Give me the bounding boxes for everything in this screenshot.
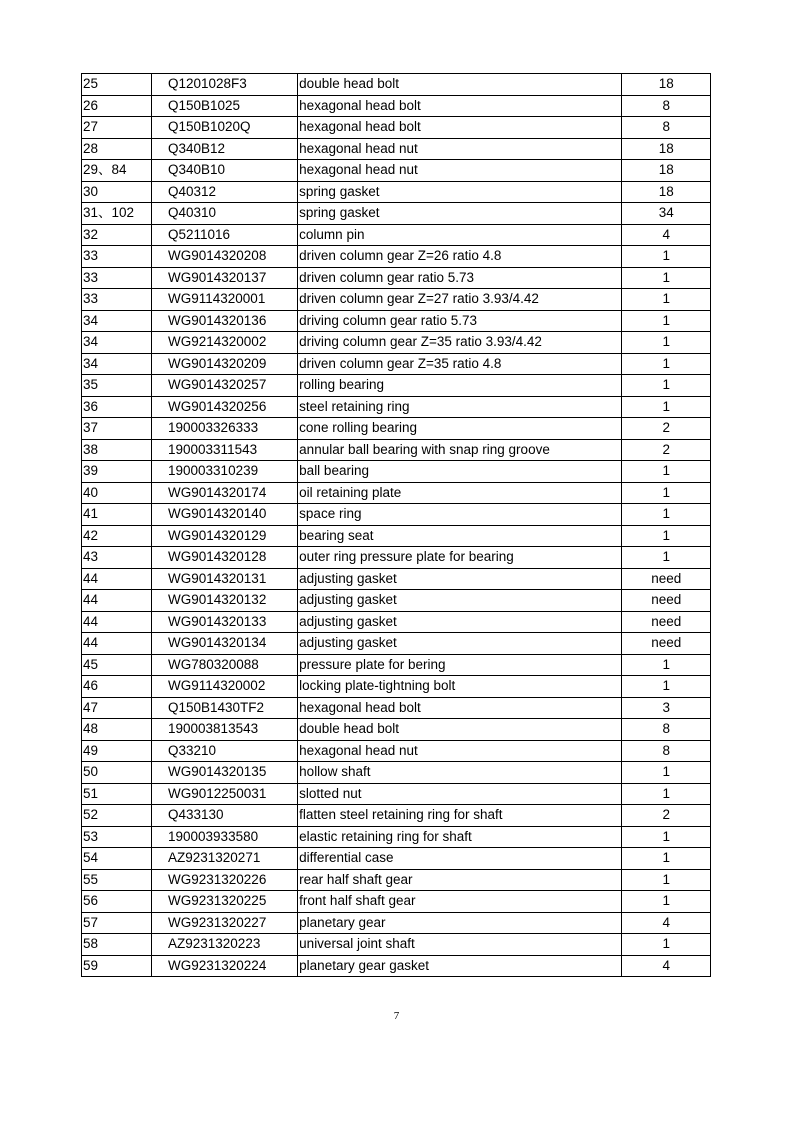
- quantity-cell: 8: [622, 95, 711, 117]
- table-row: [82, 224, 711, 246]
- item-number-cell: 34: [82, 332, 152, 354]
- item-number-cell: 32: [82, 224, 152, 246]
- quantity-cell: 4: [622, 955, 711, 977]
- part-name-cell: differential case: [298, 848, 622, 870]
- table-row: [82, 805, 711, 827]
- item-number-cell: 28: [82, 138, 152, 160]
- table-row: [82, 676, 711, 698]
- quantity-cell: 1: [622, 869, 711, 891]
- table-row: [82, 504, 711, 526]
- part-code-cell: Q340B12: [152, 138, 298, 160]
- part-code-cell: WG780320088: [152, 654, 298, 676]
- part-name-cell: front half shaft gear: [298, 891, 622, 913]
- quantity-cell: 18: [622, 138, 711, 160]
- item-number-cell: 50: [82, 762, 152, 784]
- part-name-cell: adjusting gasket: [298, 633, 622, 655]
- part-name-cell: hollow shaft: [298, 762, 622, 784]
- part-code-cell: Q150B1430TF2: [152, 697, 298, 719]
- quantity-cell: 1: [622, 826, 711, 848]
- table-row: [82, 912, 711, 934]
- table-row: [82, 783, 711, 805]
- table-row: [82, 203, 711, 225]
- part-code-cell: Q150B1020Q: [152, 117, 298, 139]
- quantity-cell: 1: [622, 762, 711, 784]
- quantity-cell: 4: [622, 912, 711, 934]
- quantity-cell: 4: [622, 224, 711, 246]
- table-row: [82, 310, 711, 332]
- part-code-cell: WG9014320137: [152, 267, 298, 289]
- item-number-cell: 42: [82, 525, 152, 547]
- part-code-cell: WG9014320128: [152, 547, 298, 569]
- part-name-cell: bearing seat: [298, 525, 622, 547]
- part-code-cell: Q5211016: [152, 224, 298, 246]
- part-code-cell: WG9014320209: [152, 353, 298, 375]
- part-name-cell: hexagonal head bolt: [298, 117, 622, 139]
- part-name-cell: flatten steel retaining ring for shaft: [298, 805, 622, 827]
- item-number-cell: 30: [82, 181, 152, 203]
- part-code-cell: WG9214320002: [152, 332, 298, 354]
- quantity-cell: 18: [622, 160, 711, 182]
- part-code-cell: AZ9231320223: [152, 934, 298, 956]
- quantity-cell: need: [622, 590, 711, 612]
- table-row: [82, 332, 711, 354]
- quantity-cell: 1: [622, 246, 711, 268]
- part-code-cell: WG9231320225: [152, 891, 298, 913]
- part-name-cell: hexagonal head nut: [298, 138, 622, 160]
- table-row: [82, 418, 711, 440]
- item-number-cell: 37: [82, 418, 152, 440]
- item-number-cell: 41: [82, 504, 152, 526]
- table-row: [82, 633, 711, 655]
- part-name-cell: double head bolt: [298, 74, 622, 96]
- item-number-cell: 56: [82, 891, 152, 913]
- part-code-cell: Q40312: [152, 181, 298, 203]
- item-number-cell: 27: [82, 117, 152, 139]
- quantity-cell: 1: [622, 654, 711, 676]
- table-row: [82, 289, 711, 311]
- quantity-cell: 18: [622, 181, 711, 203]
- part-code-cell: Q33210: [152, 740, 298, 762]
- quantity-cell: 1: [622, 461, 711, 483]
- part-name-cell: driven column gear Z=35 ratio 4.8: [298, 353, 622, 375]
- part-name-cell: hexagonal head nut: [298, 740, 622, 762]
- table-row: [82, 482, 711, 504]
- part-name-cell: universal joint shaft: [298, 934, 622, 956]
- table-row: [82, 891, 711, 913]
- table-row: [82, 396, 711, 418]
- part-name-cell: hexagonal head bolt: [298, 95, 622, 117]
- part-name-cell: locking plate-tightning bolt: [298, 676, 622, 698]
- part-name-cell: ball bearing: [298, 461, 622, 483]
- part-code-cell: WG9114320002: [152, 676, 298, 698]
- quantity-cell: 8: [622, 117, 711, 139]
- quantity-cell: 2: [622, 418, 711, 440]
- quantity-cell: 1: [622, 482, 711, 504]
- table-row: [82, 246, 711, 268]
- item-number-cell: 47: [82, 697, 152, 719]
- part-name-cell: rear half shaft gear: [298, 869, 622, 891]
- table-row: [82, 848, 711, 870]
- item-number-cell: 34: [82, 353, 152, 375]
- table-row: [82, 762, 711, 784]
- quantity-cell: 1: [622, 547, 711, 569]
- part-code-cell: WG9012250031: [152, 783, 298, 805]
- part-name-cell: space ring: [298, 504, 622, 526]
- part-code-cell: WG9014320133: [152, 611, 298, 633]
- part-name-cell: hexagonal head nut: [298, 160, 622, 182]
- part-name-cell: planetary gear gasket: [298, 955, 622, 977]
- part-code-cell: WG9014320208: [152, 246, 298, 268]
- part-name-cell: outer ring pressure plate for bearing: [298, 547, 622, 569]
- quantity-cell: 34: [622, 203, 711, 225]
- item-number-cell: 46: [82, 676, 152, 698]
- item-number-cell: 44: [82, 568, 152, 590]
- quantity-cell: 1: [622, 375, 711, 397]
- part-code-cell: 190003933580: [152, 826, 298, 848]
- item-number-cell: 55: [82, 869, 152, 891]
- table-row: [82, 590, 711, 612]
- item-number-cell: 43: [82, 547, 152, 569]
- table-row: [82, 181, 711, 203]
- quantity-cell: 1: [622, 310, 711, 332]
- quantity-cell: 1: [622, 676, 711, 698]
- quantity-cell: need: [622, 633, 711, 655]
- item-number-cell: 59: [82, 955, 152, 977]
- part-code-cell: WG9014320129: [152, 525, 298, 547]
- item-number-cell: 53: [82, 826, 152, 848]
- part-name-cell: driven column gear Z=27 ratio 3.93/4.42: [298, 289, 622, 311]
- part-code-cell: Q1201028F3: [152, 74, 298, 96]
- part-name-cell: driving column gear Z=35 ratio 3.93/4.42: [298, 332, 622, 354]
- table-row: [82, 719, 711, 741]
- part-name-cell: double head bolt: [298, 719, 622, 741]
- part-code-cell: WG9014320174: [152, 482, 298, 504]
- item-number-cell: 34: [82, 310, 152, 332]
- part-name-cell: cone rolling bearing: [298, 418, 622, 440]
- quantity-cell: 18: [622, 74, 711, 96]
- quantity-cell: 1: [622, 525, 711, 547]
- item-number-cell: 39: [82, 461, 152, 483]
- table-row: [82, 461, 711, 483]
- part-code-cell: Q433130: [152, 805, 298, 827]
- part-code-cell: WG9014320140: [152, 504, 298, 526]
- item-number-cell: 44: [82, 611, 152, 633]
- part-name-cell: planetary gear: [298, 912, 622, 934]
- item-number-cell: 31、102: [82, 203, 152, 225]
- quantity-cell: 1: [622, 783, 711, 805]
- table-row: [82, 934, 711, 956]
- part-name-cell: slotted nut: [298, 783, 622, 805]
- quantity-cell: 1: [622, 267, 711, 289]
- part-code-cell: AZ9231320271: [152, 848, 298, 870]
- quantity-cell: 1: [622, 934, 711, 956]
- part-name-cell: adjusting gasket: [298, 611, 622, 633]
- part-code-cell: WG9014320135: [152, 762, 298, 784]
- table-row: [82, 375, 711, 397]
- quantity-cell: 1: [622, 848, 711, 870]
- item-number-cell: 40: [82, 482, 152, 504]
- part-name-cell: driven column gear ratio 5.73: [298, 267, 622, 289]
- part-name-cell: steel retaining ring: [298, 396, 622, 418]
- quantity-cell: 1: [622, 353, 711, 375]
- table-row: [82, 826, 711, 848]
- part-code-cell: WG9014320256: [152, 396, 298, 418]
- item-number-cell: 33: [82, 289, 152, 311]
- part-code-cell: 190003326333: [152, 418, 298, 440]
- part-code-cell: WG9014320257: [152, 375, 298, 397]
- item-number-cell: 44: [82, 590, 152, 612]
- quantity-cell: 2: [622, 805, 711, 827]
- quantity-cell: 1: [622, 332, 711, 354]
- item-number-cell: 57: [82, 912, 152, 934]
- part-name-cell: spring gasket: [298, 181, 622, 203]
- item-number-cell: 33: [82, 267, 152, 289]
- part-name-cell: driving column gear ratio 5.73: [298, 310, 622, 332]
- item-number-cell: 52: [82, 805, 152, 827]
- quantity-cell: 2: [622, 439, 711, 461]
- quantity-cell: 1: [622, 289, 711, 311]
- table-row: [82, 568, 711, 590]
- table-row: [82, 547, 711, 569]
- part-code-cell: WG9014320132: [152, 590, 298, 612]
- item-number-cell: 26: [82, 95, 152, 117]
- item-number-cell: 36: [82, 396, 152, 418]
- table-row: [82, 74, 711, 96]
- table-row: [82, 95, 711, 117]
- part-code-cell: WG9014320134: [152, 633, 298, 655]
- table-row: [82, 955, 711, 977]
- part-code-cell: Q340B10: [152, 160, 298, 182]
- item-number-cell: 49: [82, 740, 152, 762]
- quantity-cell: 3: [622, 697, 711, 719]
- item-number-cell: 44: [82, 633, 152, 655]
- part-code-cell: WG9231320227: [152, 912, 298, 934]
- item-number-cell: 54: [82, 848, 152, 870]
- item-number-cell: 33: [82, 246, 152, 268]
- quantity-cell: 1: [622, 396, 711, 418]
- part-code-cell: Q150B1025: [152, 95, 298, 117]
- table-row: [82, 697, 711, 719]
- item-number-cell: 25: [82, 74, 152, 96]
- table-row: [82, 267, 711, 289]
- table-row: [82, 353, 711, 375]
- table-row: [82, 611, 711, 633]
- part-code-cell: WG9231320226: [152, 869, 298, 891]
- part-code-cell: WG9014320136: [152, 310, 298, 332]
- part-name-cell: column pin: [298, 224, 622, 246]
- item-number-cell: 51: [82, 783, 152, 805]
- part-name-cell: adjusting gasket: [298, 590, 622, 612]
- part-code-cell: WG9014320131: [152, 568, 298, 590]
- table-row: [82, 138, 711, 160]
- part-name-cell: oil retaining plate: [298, 482, 622, 504]
- item-number-cell: 29、84: [82, 160, 152, 182]
- part-code-cell: 190003310239: [152, 461, 298, 483]
- part-code-cell: WG9114320001: [152, 289, 298, 311]
- table-row: [82, 117, 711, 139]
- part-code-cell: Q40310: [152, 203, 298, 225]
- part-code-cell: WG9231320224: [152, 955, 298, 977]
- item-number-cell: 35: [82, 375, 152, 397]
- quantity-cell: 1: [622, 504, 711, 526]
- part-name-cell: pressure plate for bering: [298, 654, 622, 676]
- part-name-cell: rolling bearing: [298, 375, 622, 397]
- item-number-cell: 45: [82, 654, 152, 676]
- item-number-cell: 48: [82, 719, 152, 741]
- part-name-cell: driven column gear Z=26 ratio 4.8: [298, 246, 622, 268]
- part-code-cell: 190003813543: [152, 719, 298, 741]
- table-row: [82, 740, 711, 762]
- item-number-cell: 58: [82, 934, 152, 956]
- part-name-cell: adjusting gasket: [298, 568, 622, 590]
- table-row: [82, 869, 711, 891]
- table-row: [82, 525, 711, 547]
- part-name-cell: elastic retaining ring for shaft: [298, 826, 622, 848]
- parts-table-body: [82, 74, 711, 977]
- parts-table: [81, 73, 711, 977]
- table-row: [82, 160, 711, 182]
- part-name-cell: annular ball bearing with snap ring groove: [298, 439, 622, 461]
- part-name-cell: spring gasket: [298, 203, 622, 225]
- item-number-cell: 38: [82, 439, 152, 461]
- table-row: [82, 654, 711, 676]
- quantity-cell: 8: [622, 719, 711, 741]
- part-code-cell: 190003311543: [152, 439, 298, 461]
- part-name-cell: hexagonal head bolt: [298, 697, 622, 719]
- quantity-cell: need: [622, 611, 711, 633]
- quantity-cell: need: [622, 568, 711, 590]
- table-row: [82, 439, 711, 461]
- quantity-cell: 8: [622, 740, 711, 762]
- quantity-cell: 1: [622, 891, 711, 913]
- page-number: 7: [393, 1010, 400, 1022]
